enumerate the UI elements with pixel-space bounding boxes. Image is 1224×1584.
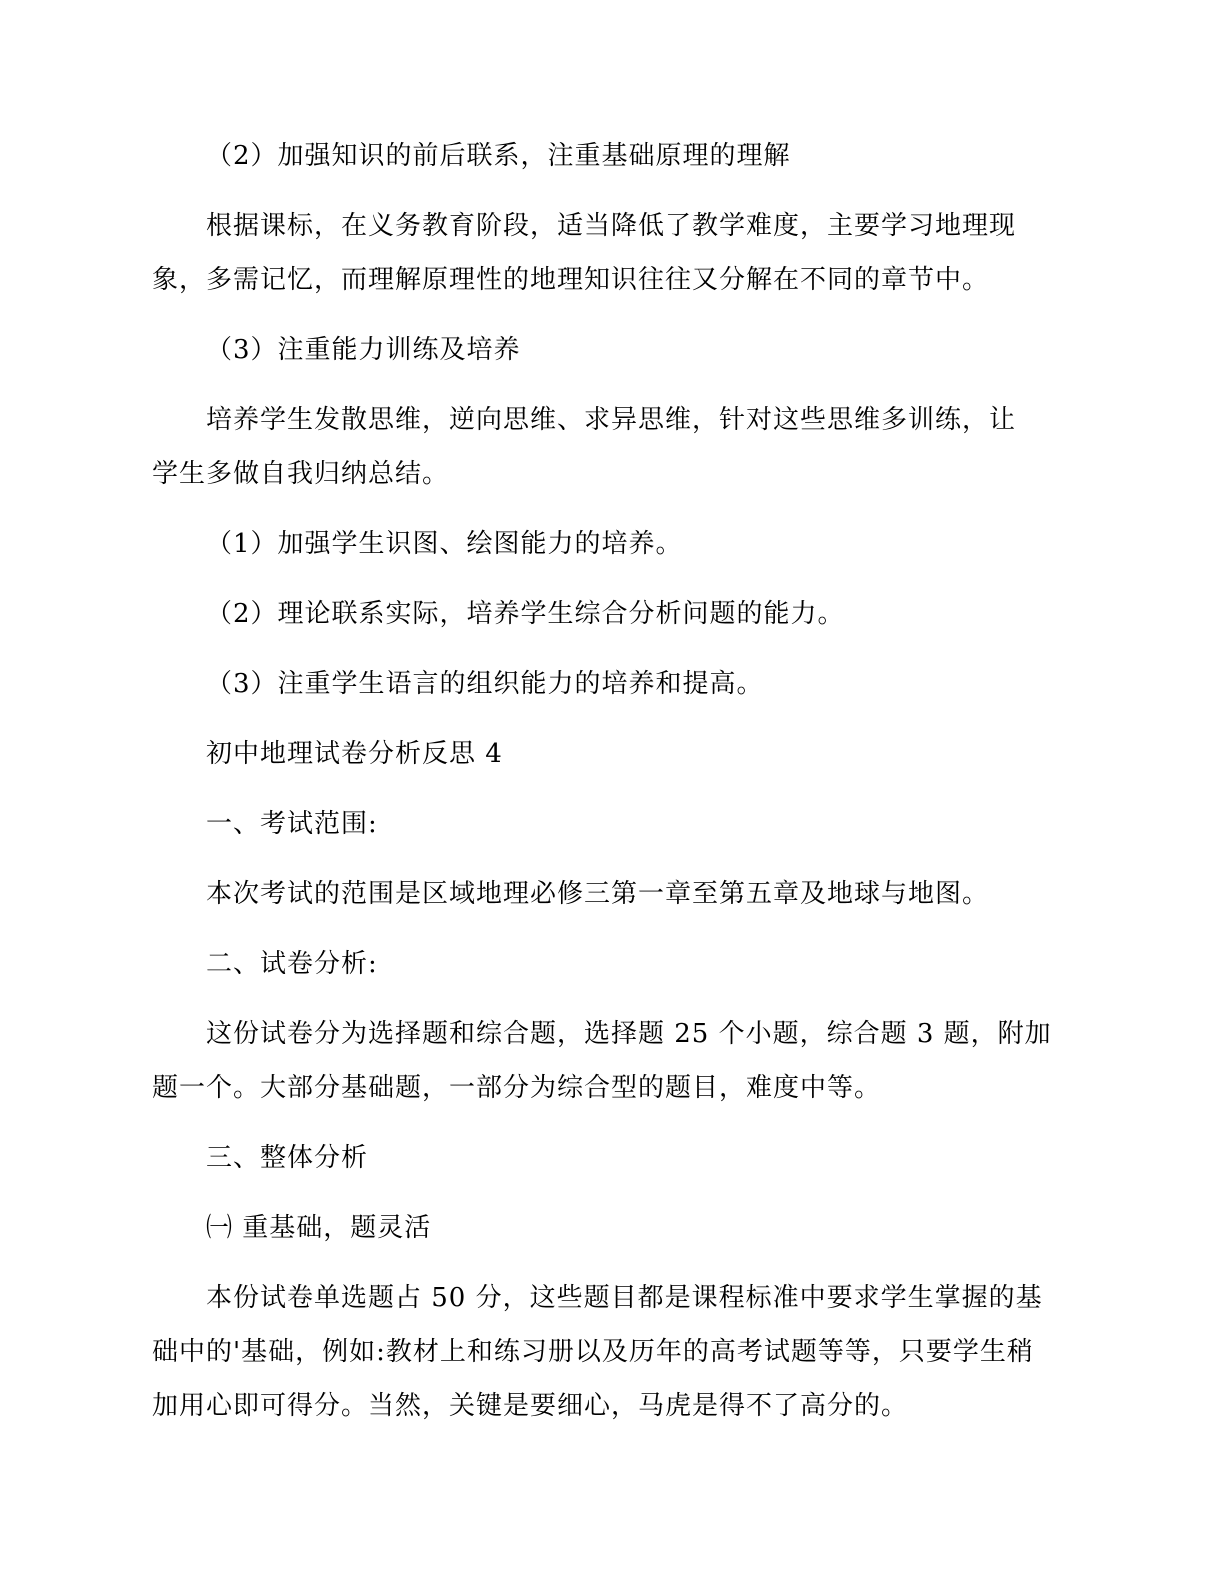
paragraph-line: 加用心即可得分。当然，关键是要细心，马虎是得不了高分的。	[152, 1391, 909, 1421]
paragraph-line: 根据课标，在义务教育阶段，适当降低了教学难度，主要学习地理现	[206, 211, 1017, 241]
paragraph-line: 这份试卷分为选择题和综合题，选择题 25 个小题，综合题 3 题，附加	[206, 1019, 1052, 1049]
paragraph-line: 础中的'基础，例如:教材上和练习册以及历年的高考试题等等，只要学生稍	[152, 1337, 1034, 1367]
paragraph-line: 培养学生发散思维，逆向思维、求异思维，针对这些思维多训练，让	[206, 405, 1017, 435]
section-heading: 三、整体分析	[206, 1143, 369, 1173]
paragraph-line: 学生多做自我归纳总结。	[152, 459, 450, 489]
section-heading: 二、试卷分析:	[206, 949, 378, 979]
paragraph-line: 象，多需记忆，而理解原理性的地理知识往往又分解在不同的章节中。	[152, 265, 990, 295]
paragraph-line: 本份试卷单选题占 50 分，这些题目都是课程标准中要求学生掌握的基	[206, 1283, 1043, 1313]
paragraph-line: 本次考试的范围是区域地理必修三第一章至第五章及地球与地图。	[206, 879, 990, 909]
section-heading: ㈠ 重基础，题灵活	[206, 1213, 432, 1243]
section-heading: 初中地理试卷分析反思 4	[206, 739, 503, 769]
paragraph-line: （3）注重能力训练及培养	[206, 335, 521, 365]
paragraph-line: （2）加强知识的前后联系，注重基础原理的理解	[206, 141, 791, 171]
section-heading: 一、考试范围:	[206, 809, 378, 839]
paragraph-line: （1）加强学生识图、绘图能力的培养。	[206, 529, 683, 559]
paragraph-line: 题一个。大部分基础题，一部分为综合型的题目，难度中等。	[152, 1073, 882, 1103]
paragraph-line: （3）注重学生语言的组织能力的培养和提高。	[206, 669, 764, 699]
paragraph-line: （2）理论联系实际，培养学生综合分析问题的能力。	[206, 599, 845, 629]
